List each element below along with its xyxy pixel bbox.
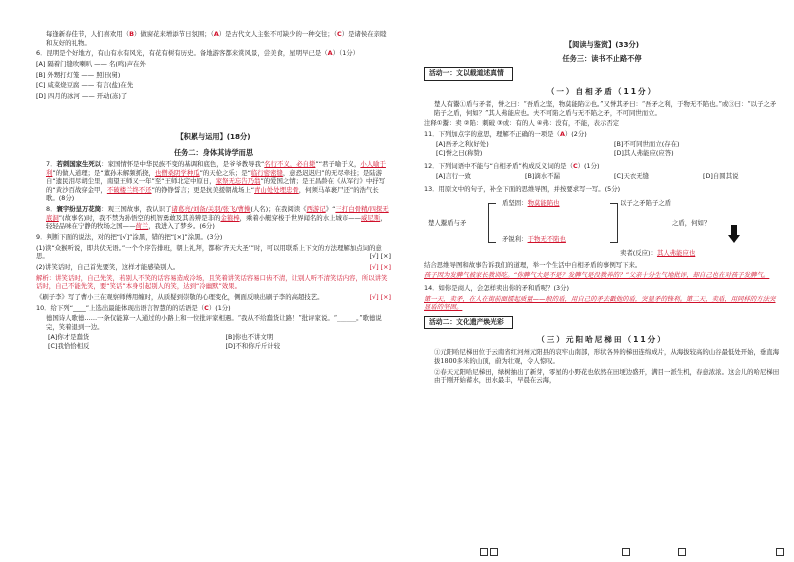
activity1-box: 活动一：文以载道述真情 — [424, 67, 513, 80]
reading-header: 【阅读与鉴赏】(33分) — [564, 40, 640, 49]
passage2-title: （三）元阳哈尼梯田（11分） — [537, 335, 667, 344]
mind-map-root: 楚人鬻盾与矛 — [428, 218, 467, 227]
mind-map-result: 卖者(反应)：其人弗能应也 — [620, 248, 696, 257]
q10-passage: 德国诗人歌德……一条仅能算一人通过的小路上和一位批评家相遇。“我从不给蠢货让路！”批评家说。“______。”歌德说完，笑着退到一边。 — [46, 314, 382, 331]
q6-option-a: [A] 隔着门缝吹喇叭 —— 名(鸣)声在外 — [36, 59, 146, 68]
q13-answer: 孩子因为发脾气被家长教训吃。“你脾气大是不是？发脾气是没教养的？”父亲十分生气地批评，却自己也在对孩子发脾气。 — [424, 271, 770, 280]
q12-option-d: [D]自圆其说 — [703, 172, 739, 181]
q11-option-b: [B]不可同世而立(存在) — [614, 140, 680, 149]
mind-map — [424, 197, 780, 259]
question-7: 7．若刺国家生死以：家国情怀是中华民族不变的基调和底色，是爷爷教导我“名行不义，必自毙”“君子喻于义，小人喻于利”的做人道理；是“董孙未解频抓挠，也僧桑阴学种瓜”的天伦之乐；是“临行密密缝，意恐迟迟归”的无尽牵挂；是陆游自“遗民泪尽胡尘里，南望王师又一年”至“王师北定中原日，家祭无忘告乃翁”的爱国之情；是王昌龄在《从军行》中抒写的“黄沙百战穿金甲，不破楼兰终不还”的铮铮誓言；更是抗美援朝战场上“青山处处埋忠骨，何须马革裹尸还”的浩气长歌。(8分) — [46, 159, 386, 203]
passage2-para2: ②春天元阳哈尼梯田，绿树抽出了新芽，零星的小野花也依然在田埂边盛开，满目一派生机，春意浓浓。这会儿的哈尼梯田由于刚开始蓄水，田水最丰，早晨在云海， — [434, 367, 780, 385]
activity2-box: 活动二：文化遗产焕光彩 — [424, 316, 513, 329]
mind-map-shield: 盾坚固：物莫能陷也 — [502, 198, 560, 207]
q9-item-1: (1)读“众猴听说，即共伏无语。”一个个序告排班，朝上礼拜，都称‘齐天大圣’”时，可以用联系上下文的方法理解加点词的意思。 [√] [×] — [36, 243, 391, 261]
q14-answer: 第一天，卖矛，在人在街前面擂起质量——般的盾，用自己的矛去戳他的盾，突显矛的锋利。第二天，卖盾，用同样的方法突显盾的坚固。 — [424, 294, 776, 312]
q12-option-b: [B]滴水不漏 — [525, 172, 560, 181]
q13-followup: 结合思维导图和故事告诉我们的道理，举一个生活中自相矛盾的事例写下来。 — [424, 260, 642, 269]
task2-title: 任务二：身体其诗学而思 — [173, 148, 254, 158]
section-title: 【积累与运用】(18分) — [176, 132, 251, 142]
footer-box-5 — [776, 548, 784, 556]
passage1-notes: 注释①鬻：卖 ②陷：刺破 ③或：有的人 ④弗：没有，不能，表示否定 — [424, 119, 620, 128]
arrow-down-icon — [731, 225, 737, 235]
q11-option-a: [A]吾矛之利(好处) — [436, 140, 489, 149]
q10-option-d: [D]不和你斤斤计较 — [225, 342, 281, 351]
passage1-text: 楚人有鬻①盾与矛者，誉之曰：“吾盾之坚，物莫能陷②也。”又誉其矛曰：“吾矛之利，于物无不陷也。”或③曰：“以子之矛陷子之盾，何如？”其人弗能应也。夫不可陷之盾与无不陷之矛，不可同世而立。 — [434, 99, 777, 117]
question-10: 10．给下列“____”上选出最能体现出语言智慧的的话语是（C）(1分) — [36, 303, 231, 312]
q10-option-c: [C]我恰恰相反 — [48, 342, 90, 351]
q11-option-c: [C]誉之曰(称赞) — [436, 149, 483, 158]
passage1-title: （一）自相矛盾（11分） — [546, 86, 658, 96]
q9-2-explanation: 解析：讲笑话时，自己先笑，若别人不笑的话容易造成冷场，且笑着讲笑话容易口齿不清，让别人听不清笑话内容，所以讲笑话时，自己不能先笑，要“笑话”本身引起别人的笑，达到“冷幽默”效果。 — [36, 273, 388, 291]
q6-option-d: [D] 四月的冰河 —— 开动(冻)了 — [36, 91, 128, 100]
mind-map-end: 之盾，何如？ — [672, 218, 711, 227]
right-column — [424, 36, 780, 387]
arrow-head-icon — [728, 235, 740, 243]
q9-item-3: 《刷子李》写了曹小三在观察师傅用缠时，从质疑到崇敬的心理变化，侧面反映出刷子李的高超技艺。 [√] [×] — [36, 292, 391, 301]
q9-1-marks[interactable]: [√] [×] — [369, 252, 391, 261]
q10-options — [36, 333, 391, 350]
footer-box-1 — [480, 548, 488, 556]
q9-3-marks[interactable]: [√] [×] — [369, 292, 391, 301]
passage2-para1: ①元阳哈尼梯田位于云南省红河州元阳县的哀牢山南部，形状各异的梯田连绵成片，从海拔较高的山谷最低处开始，垂直海拔1800多米的山顶，蔚为壮观，令人惊叹。 — [434, 348, 780, 365]
q11-option-d: [D]其人弗能应(应答) — [614, 149, 674, 158]
left-column — [36, 30, 391, 351]
question-9: 9．判断下面的说法，对的把“[√]”涂黑，错的把“[×]”涂黑。(3分) — [36, 233, 223, 242]
question-14: 14．如你是商人，会怎样卖出你的矛和盾呢？(3分) — [424, 283, 569, 292]
question-5: 每逢新春佳节，人们喜欢用（B）做窗花来增添节日氛围；（A）是古代文人主张不可缺少的一种交往；（C）是诸侯在亲睦和友好的礼物。 — [46, 30, 387, 47]
question-8: 8．寰宇纷呈万花筒：观三国故事，我认识了诸葛亮/刘备/关羽/张飞/曹操(人名)；在我阅读《西游记》“三打白骨精/四探无底洞”(故事名)时，我不禁为孙悟空的机智勇敢及其善辨是非的金箍棒，乘着小艇穿梭于世界闻名的水上城市——威尼斯，轻轻品味在宁静的牧场之国——荷兰，我进入了梦乡。(6分) — [46, 205, 389, 231]
question-6: 6．昆明是个好地方，有山有水有风光，有花有树有历史。备地游客都来赏风景，尝美食，星明早已是（A）（1分） — [36, 49, 360, 58]
question-11: 11．下列加点字的意思，理解不正确的一项是（A）(2分) — [424, 129, 587, 138]
q12-options — [424, 172, 780, 181]
q9-2-marks[interactable]: [√] [×] — [369, 262, 391, 271]
mind-map-question: 以子之矛陷子之盾 — [620, 198, 672, 207]
mind-map-spear: 矛锐利：于物无不陷也 — [502, 234, 566, 243]
q6-option-c: [C] 咸菜烧豆腐 —— 有言(盐)在先 — [36, 81, 134, 90]
q12-option-c: [C]天衣无缝 — [614, 172, 650, 181]
q6-option-b: [B] 外甥打灯笼 —— 照旧(舅) — [36, 70, 121, 79]
q9-item-2: (2)讲笑话时，自己首先要笑，这样才能感染别人。 [√] [×] — [36, 262, 391, 271]
question-13: 13．用原文中的句子，补全下面的思维导图，并按要求写一写。(5分) — [424, 184, 621, 193]
task3-title: 任务三：读书不止路不停 — [562, 53, 642, 63]
question-12: 12．下列词语中不能与“自相矛盾”构成反义词的是（C）(1分) — [424, 161, 600, 170]
q10-option-b: [B]你也不讲文明 — [225, 333, 274, 342]
mind-map-brace-right — [610, 203, 618, 243]
footer-box-2 — [490, 548, 498, 556]
mind-map-brace — [488, 203, 496, 243]
q10-option-a: [A]你才是蠢货 — [48, 333, 90, 342]
footer-box-4 — [678, 548, 686, 556]
q11-options — [424, 140, 780, 157]
q12-option-a: [A]言行一致 — [436, 172, 471, 181]
footer-box-3 — [622, 548, 630, 556]
